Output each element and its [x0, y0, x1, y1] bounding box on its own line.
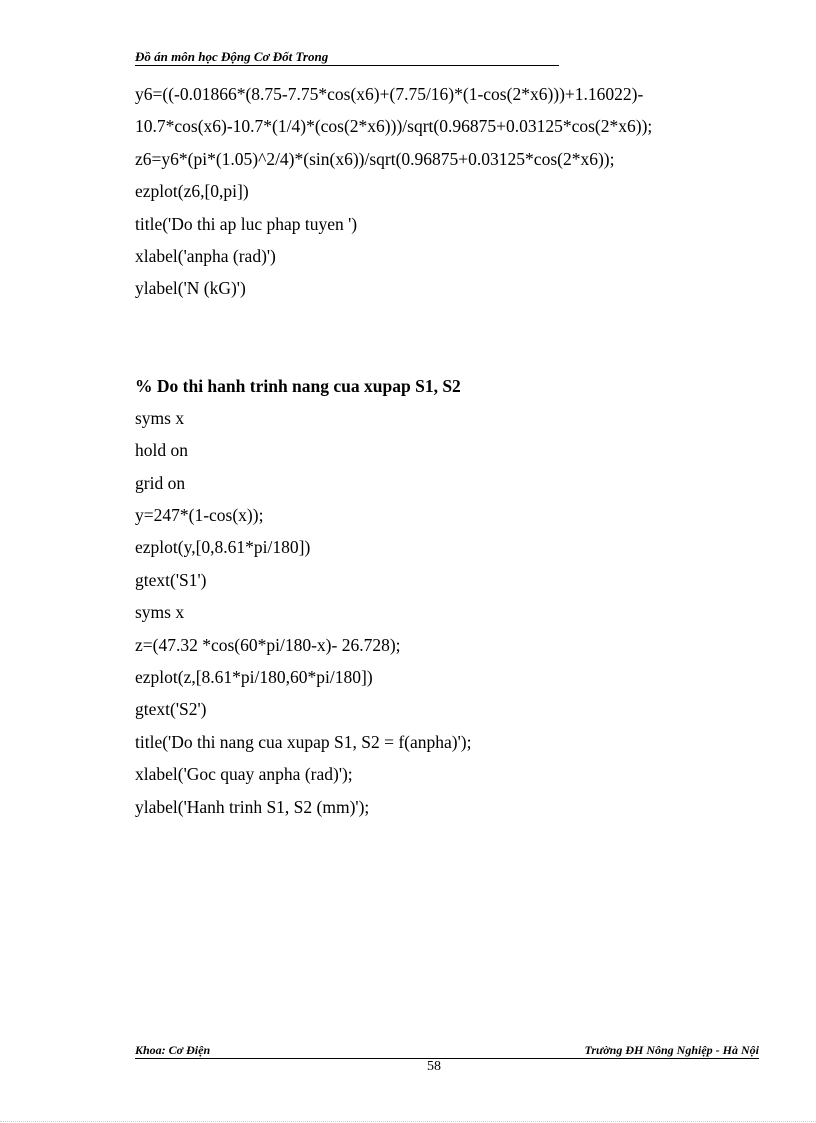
code-line: ezplot(z6,[0,pi]): [135, 181, 249, 202]
code-line: hold on: [135, 440, 188, 461]
code-line: ezplot(z,[8.61*pi/180,60*pi/180]): [135, 667, 373, 688]
code-line: xlabel('Goc quay anpha (rad)');: [135, 764, 353, 785]
code-line: ylabel('N (kG)'): [135, 278, 246, 299]
code-line: syms x: [135, 602, 185, 623]
page-bottom-divider: [0, 1121, 816, 1122]
code-line: 10.7*cos(x6)-10.7*(1/4)*(cos(2*x6)))/sqrt(0.96875+0.03125*cos(2*x6));: [135, 116, 653, 137]
code-block: [135, 78, 775, 823]
code-line: grid on: [135, 472, 186, 493]
page-header: [135, 48, 559, 66]
code-line: syms x: [135, 407, 185, 428]
code-line: title('Do thi nang cua xupap S1, S2 = f(anpha)');: [135, 731, 472, 752]
blank-line: [135, 337, 775, 369]
code-line: xlabel('anpha (rad)'): [135, 245, 276, 266]
code-line: gtext('S1'): [135, 569, 207, 590]
page-footer: [135, 1043, 759, 1059]
code-line: gtext('S2'): [135, 699, 207, 720]
code-line: y6=((-0.01866*(8.75-7.75*cos(x6)+(7.75/16)*(1-cos(2*x6)))+1.16022)-: [135, 84, 644, 104]
page-number: 58: [427, 1059, 441, 1074]
code-line: z=(47.32 *cos(60*pi/180-x)- 26.728);: [135, 634, 401, 655]
blank-line: [135, 305, 775, 337]
code-comment-heading: % Do thi hanh trinh nang cua xupap S1, S2: [135, 375, 461, 396]
code-line: title('Do thi ap luc phap tuyen '): [135, 213, 358, 234]
code-line: ezplot(y,[0,8.61*pi/180]): [135, 537, 311, 558]
header-title: Đồ án môn học Động Cơ Đốt Trong: [135, 49, 329, 64]
code-line: y=247*(1-cos(x));: [135, 505, 264, 526]
footer-university: Trường ĐH Nông Nghiệp - Hà Nội: [584, 1043, 759, 1057]
footer-faculty: Khoa: Cơ Điện: [135, 1043, 211, 1057]
code-line: z6=y6*(pi*(1.05)^2/4)*(sin(x6))/sqrt(0.96875+0.03125*cos(2*x6));: [135, 148, 615, 169]
code-line: ylabel('Hanh trinh S1, S2 (mm)');: [135, 796, 370, 817]
